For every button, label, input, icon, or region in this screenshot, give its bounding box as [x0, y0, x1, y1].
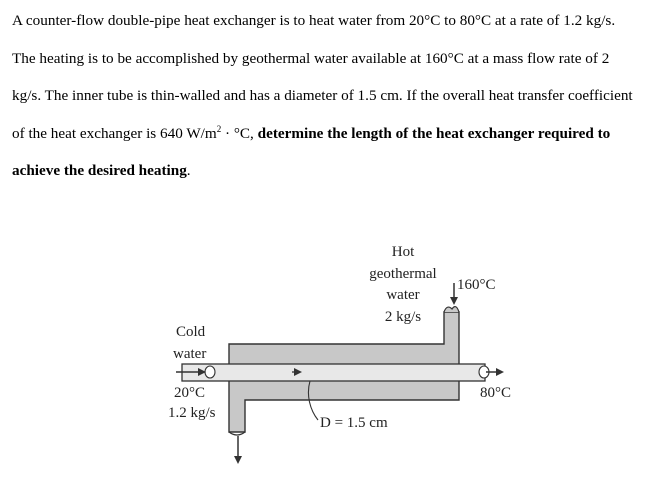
problem-text-end: .	[186, 162, 191, 179]
diameter-label: D = 1.5 cm	[320, 415, 388, 431]
problem-question-bold: determine the length of the heat exchanger required to achieve the desired heating	[12, 124, 611, 179]
inner-tube	[182, 364, 485, 381]
hot-label-line3: water	[386, 287, 420, 303]
hot-flow-rate: 2 kg/s	[384, 309, 422, 325]
exponent-superscript: 2	[216, 123, 222, 134]
problem-text-part-1: A counter-flow double-pipe heat exchanger is to heat water from 20°C to 80°C at a rate of 1.2 kg/s. The heating is to be accomplished by geothermal water available at 160°C at a mass flow rate of 2 kg/s. The inner tube is thin-walled and has a diameter of 1.5 cm. If the overall heat transfer coefficient of the heat exchanger is 640 W/m	[12, 12, 633, 142]
cold-outlet-temperature: 80°C	[480, 385, 512, 401]
hot-inlet-temperature: 160°C	[457, 277, 496, 293]
hot-label-line2: geothermal	[369, 266, 437, 282]
cold-label-line2: water	[173, 346, 207, 362]
cold-inlet-temperature: 20°C	[174, 385, 206, 401]
inner-tube-inlet-end	[205, 366, 215, 378]
hot-label-line1: Hot	[391, 244, 415, 260]
cold-flow-rate: 1.2 kg/s	[168, 405, 216, 421]
cold-label-line1: Cold	[176, 324, 206, 340]
hot-inlet-cap	[444, 307, 459, 312]
problem-text-part-2: · °C,	[221, 124, 258, 142]
